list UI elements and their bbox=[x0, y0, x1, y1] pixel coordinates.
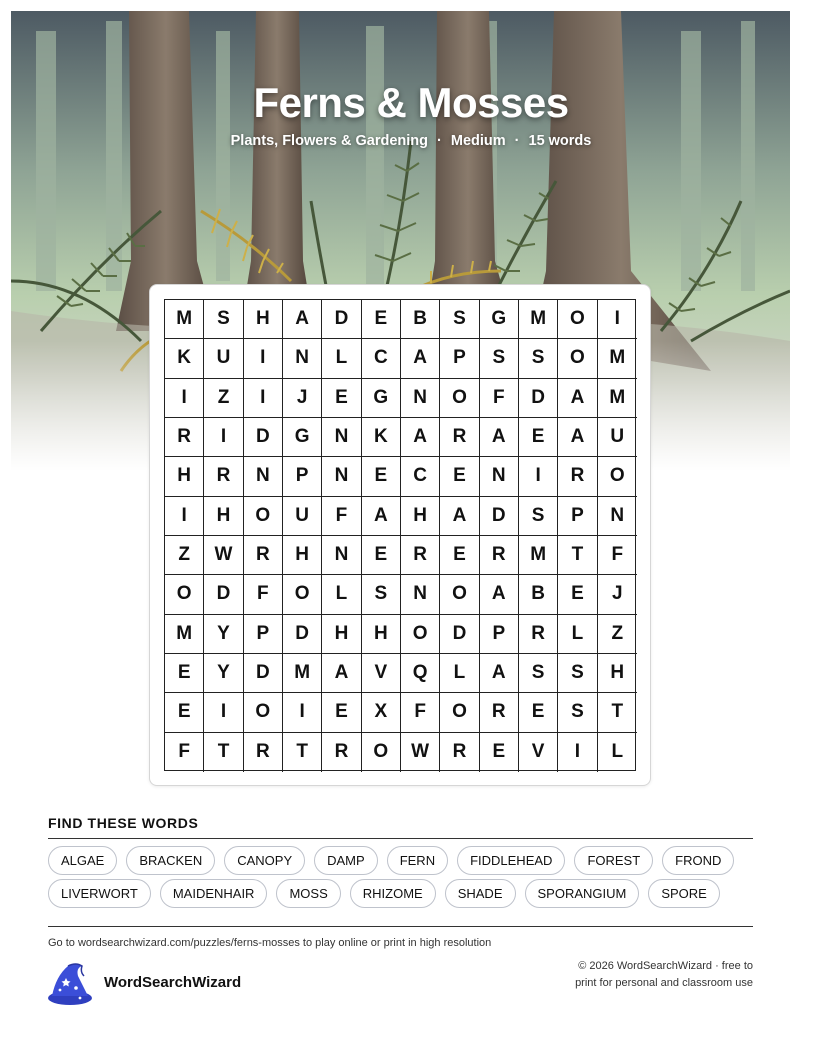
grid-cell[interactable]: D bbox=[283, 615, 322, 654]
grid-cell[interactable]: N bbox=[401, 379, 440, 418]
grid-cell[interactable]: S bbox=[519, 497, 558, 536]
grid-cell[interactable]: C bbox=[401, 457, 440, 496]
grid-cell[interactable]: S bbox=[480, 339, 519, 378]
grid-cell[interactable]: O bbox=[440, 575, 479, 614]
grid-cell[interactable]: E bbox=[362, 457, 401, 496]
grid-cell[interactable]: N bbox=[598, 497, 637, 536]
word-chip: RHIZOME bbox=[350, 879, 436, 908]
grid-cell[interactable]: Y bbox=[204, 615, 243, 654]
grid-cell[interactable]: I bbox=[519, 457, 558, 496]
word-count-label: 15 words bbox=[528, 133, 592, 149]
grid-cell[interactable]: I bbox=[165, 497, 204, 536]
grid-cell[interactable]: D bbox=[480, 497, 519, 536]
grid-cell[interactable]: O bbox=[165, 575, 204, 614]
grid-cell[interactable]: V bbox=[519, 733, 558, 772]
grid-cell[interactable]: H bbox=[165, 457, 204, 496]
grid-cell[interactable]: Z bbox=[598, 615, 637, 654]
grid-cell[interactable]: W bbox=[204, 536, 243, 575]
grid-cell[interactable]: P bbox=[558, 497, 597, 536]
grid-cell[interactable]: M bbox=[519, 300, 558, 339]
grid-cell[interactable]: D bbox=[440, 615, 479, 654]
grid-cell[interactable]: S bbox=[519, 339, 558, 378]
grid-cell[interactable]: B bbox=[401, 300, 440, 339]
word-chip: FERN bbox=[387, 846, 448, 875]
word-chip: CANOPY bbox=[224, 846, 305, 875]
grid-cell[interactable]: R bbox=[244, 733, 283, 772]
grid-cell[interactable]: D bbox=[204, 575, 243, 614]
grid-cell[interactable]: F bbox=[598, 536, 637, 575]
grid-cell[interactable]: H bbox=[244, 300, 283, 339]
word-chip: SHADE bbox=[445, 879, 516, 908]
grid-cell[interactable]: O bbox=[598, 457, 637, 496]
grid-cell[interactable]: K bbox=[362, 418, 401, 457]
grid-cell[interactable]: O bbox=[362, 733, 401, 772]
grid-cell[interactable]: Q bbox=[401, 654, 440, 693]
grid-cell[interactable]: E bbox=[519, 418, 558, 457]
grid-cell[interactable]: D bbox=[322, 300, 361, 339]
grid-cell[interactable]: F bbox=[322, 497, 361, 536]
grid-cell[interactable]: F bbox=[401, 693, 440, 732]
letter-grid bbox=[164, 299, 636, 771]
grid-cell[interactable]: V bbox=[362, 654, 401, 693]
grid-cell[interactable]: S bbox=[519, 654, 558, 693]
grid-cell[interactable]: J bbox=[283, 379, 322, 418]
grid-cell[interactable]: E bbox=[322, 693, 361, 732]
word-chip: LIVERWORT bbox=[48, 879, 151, 908]
grid-cell[interactable]: S bbox=[558, 654, 597, 693]
grid-cell[interactable]: L bbox=[611, 741, 624, 763]
grid-cell[interactable]: N bbox=[322, 536, 361, 575]
brand-name: WordSearchWizard bbox=[104, 974, 242, 991]
grid-cell[interactable]: R bbox=[244, 536, 283, 575]
word-chip: FOREST bbox=[574, 846, 653, 875]
grid-cell[interactable]: A bbox=[480, 575, 519, 614]
grid-cell[interactable]: E bbox=[362, 300, 401, 339]
grid-cell[interactable]: O bbox=[440, 693, 479, 732]
grid-cell[interactable]: H bbox=[322, 615, 361, 654]
grid-cell[interactable]: T bbox=[204, 733, 243, 772]
grid-cell[interactable]: R bbox=[440, 733, 479, 772]
grid-cell[interactable]: M bbox=[519, 536, 558, 575]
word-chip: MOSS bbox=[276, 879, 340, 908]
grid-cell[interactable]: P bbox=[283, 457, 322, 496]
grid-cell[interactable]: O bbox=[283, 575, 322, 614]
grid-cell[interactable]: B bbox=[519, 575, 558, 614]
grid-cell[interactable]: Z bbox=[165, 536, 204, 575]
difficulty-label: Medium bbox=[450, 133, 506, 149]
grid-cell[interactable]: L bbox=[322, 339, 361, 378]
word-chip: FIDDLEHEAD bbox=[457, 846, 565, 875]
grid-cell[interactable]: L bbox=[322, 575, 361, 614]
puzzle-meta: Plants, Flowers & Gardening · Medium · 15 words bbox=[230, 133, 592, 149]
word-chip: MAIDENHAIR bbox=[160, 879, 268, 908]
grid-cell[interactable]: F bbox=[244, 575, 283, 614]
grid-cell[interactable]: H bbox=[598, 654, 637, 693]
grid-cell[interactable]: I bbox=[204, 693, 243, 732]
grid-cell[interactable]: S bbox=[440, 300, 479, 339]
grid-cell[interactable]: A bbox=[558, 379, 597, 418]
grid-cell[interactable]: R bbox=[519, 615, 558, 654]
grid-cell[interactable]: E bbox=[165, 693, 204, 732]
grid-cell[interactable]: M bbox=[283, 654, 322, 693]
grid-cell[interactable]: P bbox=[480, 615, 519, 654]
grid-cell[interactable]: F bbox=[480, 379, 519, 418]
grid-cell[interactable]: I bbox=[204, 418, 243, 457]
grid-cell[interactable]: F bbox=[165, 733, 204, 772]
grid-cell[interactable]: S bbox=[558, 693, 597, 732]
grid-cell[interactable]: S bbox=[204, 300, 243, 339]
grid-cell[interactable]: P bbox=[244, 615, 283, 654]
grid-cell[interactable]: A bbox=[322, 654, 361, 693]
word-chip: ALGAE bbox=[48, 846, 117, 875]
grid-cell[interactable]: U bbox=[598, 418, 637, 457]
grid-cell[interactable]: A bbox=[480, 418, 519, 457]
divider bbox=[48, 926, 753, 927]
grid-cell[interactable]: E bbox=[440, 457, 479, 496]
grid-cell[interactable]: H bbox=[362, 615, 401, 654]
grid-cell[interactable]: U bbox=[283, 497, 322, 536]
grid-cell[interactable]: R bbox=[165, 418, 204, 457]
grid-cell[interactable]: A bbox=[283, 300, 322, 339]
grid-cell[interactable]: K bbox=[165, 339, 204, 378]
grid-cell[interactable]: O bbox=[558, 339, 597, 378]
grid-cell[interactable]: O bbox=[558, 300, 597, 339]
grid-cell[interactable]: R bbox=[480, 693, 519, 732]
grid-cell[interactable]: M bbox=[165, 300, 204, 339]
grid-cell[interactable]: D bbox=[244, 654, 283, 693]
grid-cell[interactable]: N bbox=[480, 457, 519, 496]
grid-cell[interactable]: T bbox=[558, 536, 597, 575]
grid-cell[interactable]: U bbox=[204, 339, 243, 378]
grid-cell[interactable]: E bbox=[362, 536, 401, 575]
grid-cell[interactable]: R bbox=[401, 536, 440, 575]
grid-cell[interactable]: I bbox=[598, 300, 637, 339]
wizard-hat-icon bbox=[46, 962, 94, 1011]
grid-cell[interactable]: N bbox=[244, 457, 283, 496]
grid-cell[interactable]: I bbox=[244, 379, 283, 418]
grid-cell[interactable]: M bbox=[598, 379, 637, 418]
word-chip: SPORANGIUM bbox=[525, 879, 640, 908]
grid-cell[interactable]: E bbox=[440, 536, 479, 575]
grid-cell[interactable]: N bbox=[322, 457, 361, 496]
grid-cell[interactable]: A bbox=[401, 418, 440, 457]
grid-cell[interactable]: A bbox=[440, 497, 479, 536]
grid-cell[interactable]: D bbox=[244, 418, 283, 457]
grid-cell[interactable]: A bbox=[480, 654, 519, 693]
grid-cell[interactable]: S bbox=[362, 575, 401, 614]
grid-cell[interactable]: T bbox=[598, 693, 637, 732]
grid-cell[interactable]: N bbox=[322, 418, 361, 457]
grid-cell[interactable]: N bbox=[401, 575, 440, 614]
grid-cell[interactable]: E bbox=[322, 379, 361, 418]
word-chip: BRACKEN bbox=[126, 846, 215, 875]
grid-cell[interactable]: Z bbox=[204, 379, 243, 418]
grid-cell[interactable]: N bbox=[283, 339, 322, 378]
grid-cell[interactable]: A bbox=[558, 418, 597, 457]
grid-cell[interactable]: C bbox=[362, 339, 401, 378]
word-list bbox=[48, 846, 768, 912]
grid-cell[interactable]: L bbox=[558, 615, 597, 654]
grid-cell[interactable]: H bbox=[283, 536, 322, 575]
grid-cell[interactable]: E bbox=[165, 654, 204, 693]
grid-cell[interactable]: X bbox=[362, 693, 401, 732]
grid-cell[interactable]: H bbox=[204, 497, 243, 536]
category-label: Plants, Flowers & Gardening bbox=[230, 133, 429, 149]
grid-cell[interactable]: M bbox=[165, 615, 204, 654]
word-chip: FROND bbox=[662, 846, 734, 875]
grid-cell[interactable]: R bbox=[440, 418, 479, 457]
grid-cell[interactable]: R bbox=[322, 733, 361, 772]
grid-cell[interactable]: T bbox=[283, 733, 322, 772]
grid-cell[interactable]: O bbox=[440, 379, 479, 418]
grid-cell[interactable]: O bbox=[244, 497, 283, 536]
grid-cell[interactable]: P bbox=[440, 339, 479, 378]
grid-cell[interactable]: W bbox=[401, 733, 440, 772]
grid-cell[interactable]: R bbox=[204, 457, 243, 496]
word-chip: DAMP bbox=[314, 846, 378, 875]
grid-cell[interactable]: J bbox=[598, 575, 637, 614]
grid-cell[interactable]: A bbox=[362, 497, 401, 536]
grid-cell[interactable]: D bbox=[519, 379, 558, 418]
grid-cell[interactable]: O bbox=[401, 615, 440, 654]
grid-cell[interactable]: I bbox=[244, 339, 283, 378]
divider bbox=[48, 838, 753, 839]
grid-cell[interactable]: R bbox=[558, 457, 597, 496]
grid-cell[interactable]: E bbox=[480, 733, 519, 772]
grid-cell[interactable]: R bbox=[480, 536, 519, 575]
word-list-heading: FIND THESE WORDS bbox=[48, 815, 199, 831]
grid-cell[interactable]: Y bbox=[204, 654, 243, 693]
grid-cell[interactable]: G bbox=[283, 418, 322, 457]
word-chip: SPORE bbox=[648, 879, 720, 908]
page-title: Ferns & Mosses bbox=[253, 79, 569, 126]
grid-cell[interactable]: H bbox=[401, 497, 440, 536]
grid-cell[interactable]: I bbox=[165, 379, 204, 418]
footer-link[interactable]: Go to wordsearchwizard.com/puzzles/ferns-mosses to play online or print in high resolution bbox=[48, 937, 492, 949]
grid-cell[interactable]: M bbox=[598, 339, 637, 378]
grid-cell[interactable]: E bbox=[558, 575, 597, 614]
grid-cell[interactable]: G bbox=[480, 300, 519, 339]
grid-cell[interactable]: I bbox=[558, 733, 597, 772]
grid-cell[interactable]: A bbox=[401, 339, 440, 378]
copyright-text: © 2026 WordSearchWizard · free to print for personal and classroom use bbox=[575, 960, 753, 989]
grid-cell[interactable]: O bbox=[244, 693, 283, 732]
grid-cell[interactable]: E bbox=[519, 693, 558, 732]
grid-cell[interactable]: G bbox=[362, 379, 401, 418]
grid-cell[interactable]: L bbox=[440, 654, 479, 693]
grid-cell[interactable]: I bbox=[283, 693, 322, 732]
